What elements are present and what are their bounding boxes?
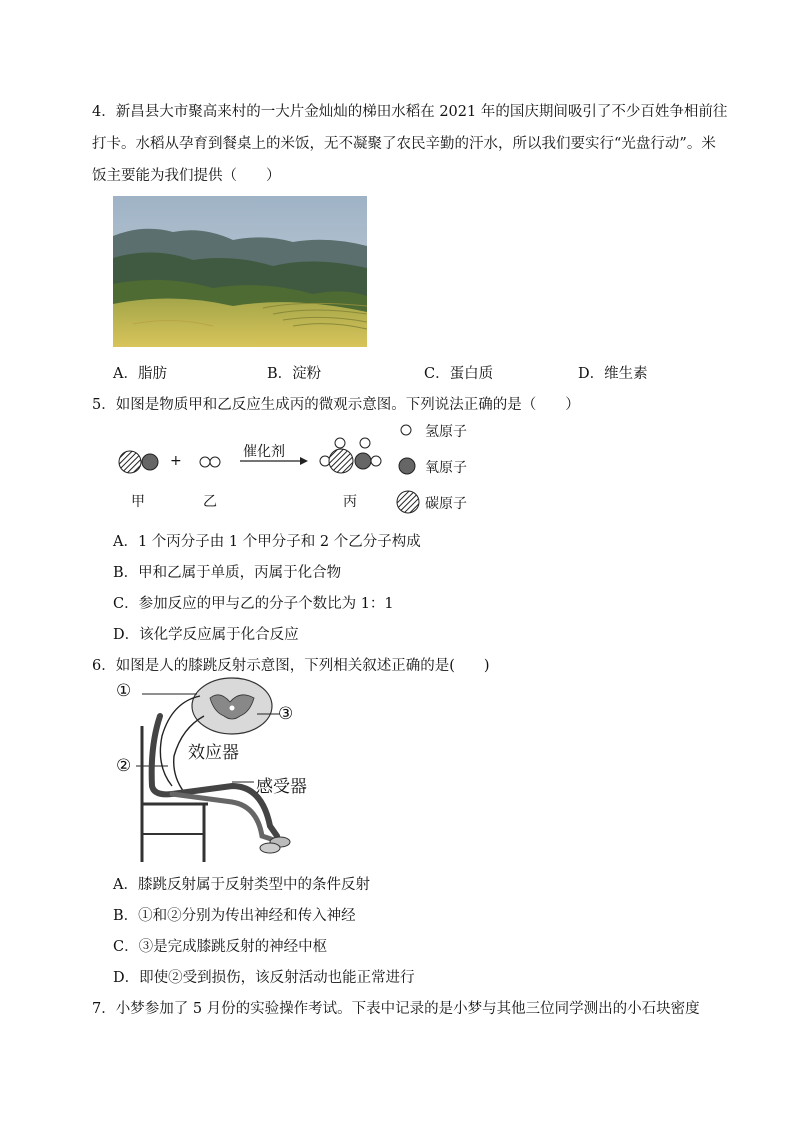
q6-option-c[interactable]: C．③是完成膝跳反射的神经中枢 (113, 939, 328, 955)
reaction-diagram (110, 416, 490, 516)
q4-stem-line-1: 4．新昌县大市聚高来村的一大片金灿灿的梯田水稻在 2021 年的国庆期间吸引了不少百姓争相前往 (92, 104, 728, 120)
plus-sign: + (170, 453, 182, 469)
legend-hydrogen: 氢原子 (425, 424, 467, 440)
q4-option-b[interactable]: B．淀粉 (267, 366, 322, 382)
q6-option-d[interactable]: D．即使②受到损伤，该反射活动也能正常进行 (113, 970, 415, 986)
label-jia: 甲 (131, 494, 145, 510)
catalyst-label: 催化剂 (243, 444, 285, 460)
q4-stem-line-3: 饭主要能为我们提供（ ） (92, 168, 281, 184)
legend-carbon: 碳原子 (425, 496, 467, 512)
q4-stem-line-2: 打卡。水稻从孕育到餐桌上的米饭，无不凝聚了农民辛勤的汗水，所以我们要实行“光盘行动”。米 (92, 136, 716, 152)
q5-option-a[interactable]: A．1 个丙分子由 1 个甲分子和 2 个乙分子构成 (113, 534, 421, 550)
molecule-yi (200, 457, 220, 467)
q6-option-a[interactable]: A．膝跳反射属于反射类型中的条件反射 (113, 877, 370, 893)
knee-jerk-reflex-diagram (112, 676, 332, 862)
q4-option-a[interactable]: A．脂肪 (113, 366, 167, 382)
label-effector: 效应器 (188, 743, 239, 763)
q5-option-c[interactable]: C．参加反应的甲与乙的分子个数比为 1：1 (113, 596, 394, 612)
q5-option-b[interactable]: B．甲和乙属于单质，丙属于化合物 (113, 565, 342, 581)
q5-stem: 5．如图是物质甲和乙反应生成丙的微观示意图。下列说法正确的是（ ） (92, 397, 580, 413)
label-yi: 乙 (203, 494, 217, 510)
label-nerve-center-3: ③ (278, 704, 294, 724)
label-receptor: 感受器 (256, 777, 307, 797)
label-nerve-2: ② (116, 756, 132, 776)
legend-oxygen: 氧原子 (425, 460, 467, 476)
label-nerve-1: ① (116, 681, 132, 701)
molecule-jia (119, 451, 158, 473)
legend-hydrogen-symbol (401, 425, 411, 435)
rice-terrace-photo (113, 196, 367, 347)
legend-carbon-symbol (397, 491, 419, 513)
q5-option-d[interactable]: D．该化学反应属于化合反应 (113, 627, 299, 643)
q6-stem: 6．如图是人的膝跳反射示意图，下列相关叙述正确的是( ) (92, 658, 490, 674)
molecule-bing (320, 438, 381, 473)
q4-option-d[interactable]: D．维生素 (578, 366, 648, 382)
q6-option-b[interactable]: B．①和②分别为传出神经和传入神经 (113, 908, 356, 924)
label-bing: 丙 (343, 494, 357, 510)
q4-option-c[interactable]: C．蛋白质 (424, 366, 494, 382)
legend-oxygen-symbol (399, 458, 415, 474)
q7-stem: 7．小梦参加了 5 月份的实验操作考试。下表中记录的是小梦与其他三位同学测出的小石块密度 (92, 1001, 700, 1017)
